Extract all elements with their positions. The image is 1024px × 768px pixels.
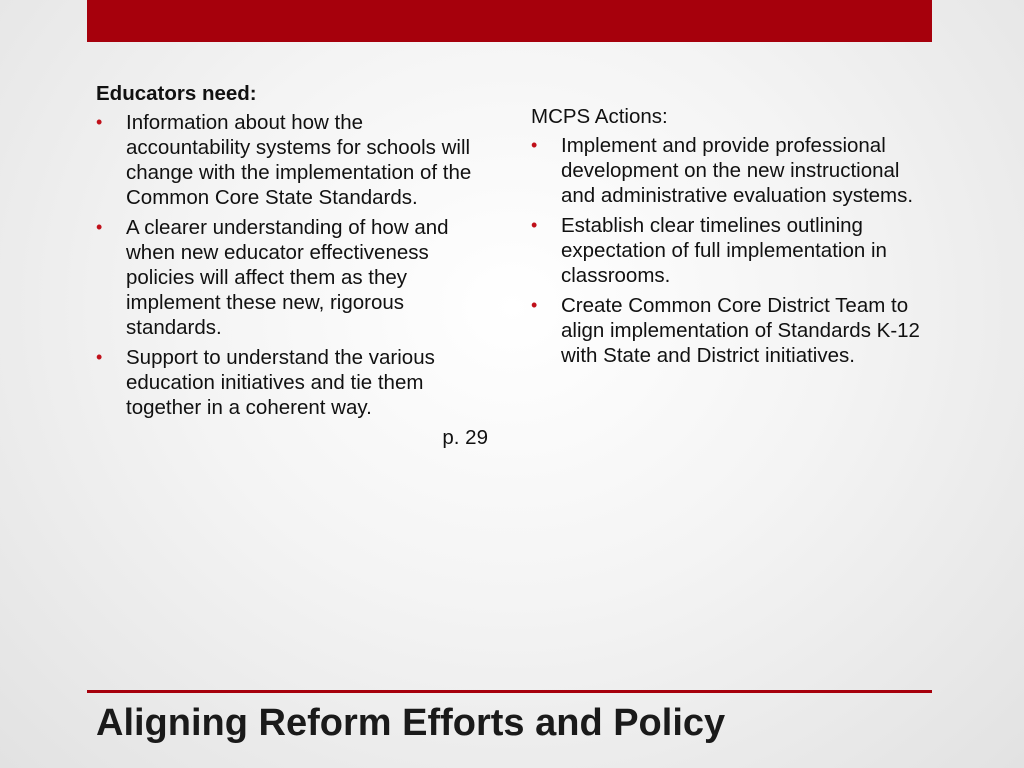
list-item-text: Create Common Core District Team to align implementation of Standards K-12 with State and District initiatives. bbox=[561, 294, 920, 367]
educators-need-column bbox=[96, 81, 488, 450]
list-item-text: A clearer understanding of how and when new educator effectiveness policies will affect them as they implement these new, rigorous standards. bbox=[126, 216, 449, 339]
list-item bbox=[96, 110, 488, 210]
bullet-icon: • bbox=[96, 217, 103, 237]
list-item bbox=[531, 133, 929, 208]
list-item-text: Information about how the accountability systems for schools will change with the implementation of the Common Core State Standards. bbox=[126, 111, 472, 209]
bullet-icon: • bbox=[96, 347, 103, 367]
bullet-icon: • bbox=[531, 215, 538, 235]
slide-title: Aligning Reform Efforts and Policy bbox=[96, 702, 726, 744]
list-item bbox=[96, 345, 488, 420]
list-item-text: Implement and provide professional development on the new instructional and administrative evaluation systems. bbox=[561, 134, 914, 207]
educators-need-list bbox=[96, 110, 488, 420]
list-item bbox=[531, 213, 929, 288]
bullet-icon: • bbox=[96, 112, 103, 132]
top-accent-bar bbox=[87, 0, 932, 42]
list-item bbox=[531, 293, 929, 368]
educators-need-heading: Educators need: bbox=[96, 82, 257, 105]
bullet-icon: • bbox=[531, 135, 538, 155]
mcps-actions-list bbox=[531, 133, 929, 368]
list-item-text: Support to understand the various education initiatives and tie them together in a coherent way. bbox=[126, 346, 435, 419]
mcps-actions-heading: MCPS Actions: bbox=[531, 105, 668, 128]
bullet-icon: • bbox=[531, 295, 538, 315]
list-item bbox=[96, 215, 488, 340]
mcps-actions-column bbox=[531, 104, 929, 373]
list-item-text: Establish clear timelines outlining expectation of full implementation in classrooms. bbox=[561, 214, 887, 287]
page-reference: p. 29 bbox=[442, 426, 488, 449]
title-divider bbox=[87, 690, 932, 693]
